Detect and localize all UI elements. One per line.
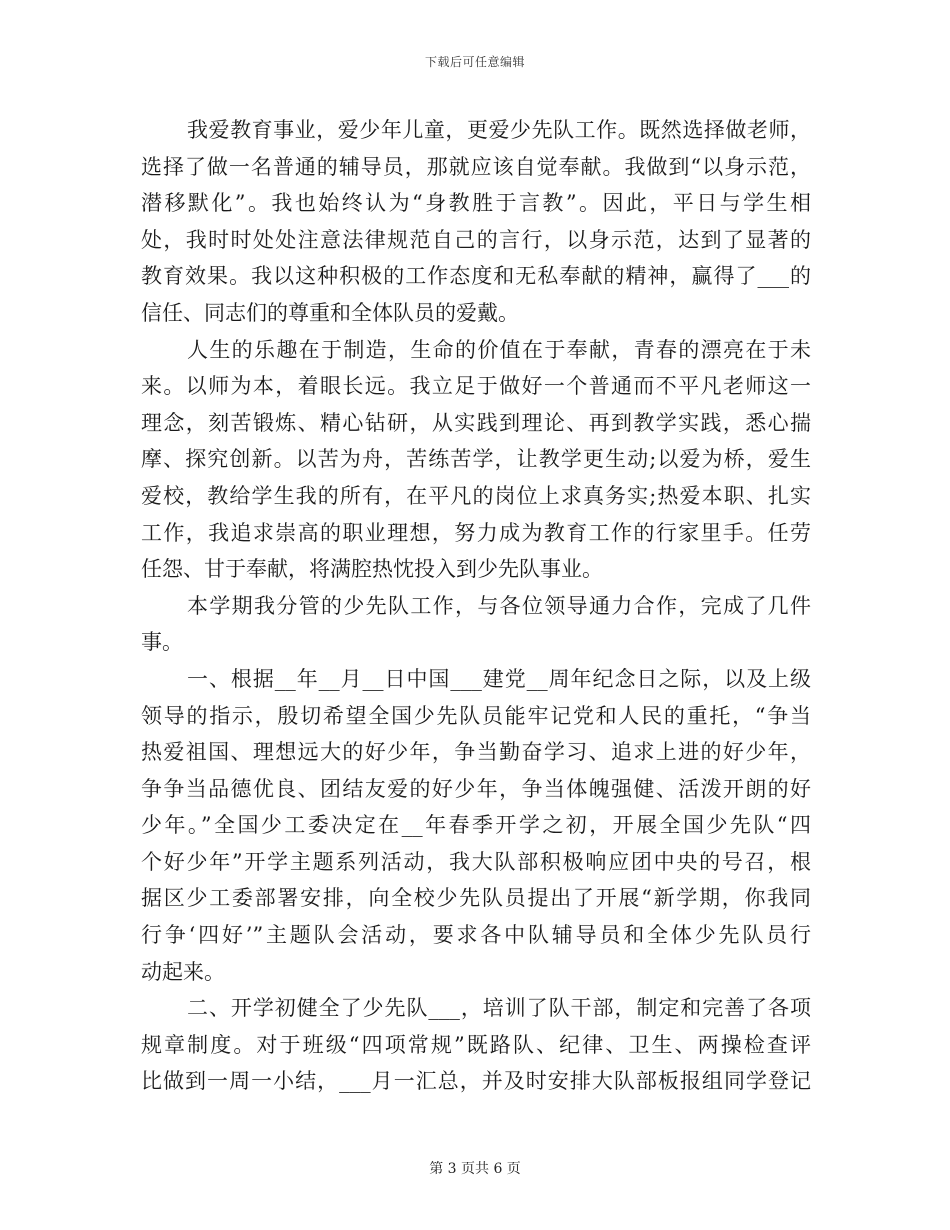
text-line: 潜移默化”。我也始终认为“身教胜于言教”。因此，平日与学生相 (141, 191, 811, 216)
text-line: 摩、探究创新。以苦为舟，苦练苦学，让教学更生动;以爱为桥，爱生 (141, 447, 811, 472)
text-line: 教育效果。我以这种积极的工作态度和无私奉献的精神，赢得了___的 (141, 264, 811, 289)
text-line: 热爱祖国、理想远大的好少年，争当勤奋学习、追求上进的好少年， (141, 740, 811, 765)
paragraph (141, 661, 811, 990)
text-line: 比做到一周一小结，___月一汇总，并及时安排大队部板报组同学登记 (141, 1069, 811, 1094)
text-line: 处，我时时处处注意法律规范自己的言行，以身示范，达到了显著的 (141, 227, 811, 252)
text-line: 信任、同志们的尊重和全体队员的爱戴。 (141, 300, 519, 325)
text-line: 规章制度。对于班级“四项常规”既路队、纪律、卫生、两操检查评 (141, 1032, 811, 1057)
text-line: 本学期我分管的少先队工作，与各位领导通力合作，完成了几件 (187, 593, 811, 618)
text-line: 来。以师为本，着眼长远。我立足于做好一个普通而不平凡老师这一 (141, 374, 811, 399)
paragraph (141, 112, 811, 332)
text-line: 据区少工委部署安排，向全校少先队员提出了开展“新学期，你我同 (141, 886, 811, 911)
text-line: 动起来。 (141, 959, 225, 984)
text-line: 爱校，教给学生我的所有，在平凡的岗位上求真务实;热爱本职、扎实 (141, 483, 811, 508)
text-line: 我爱教育事业，爱少年儿童，更爱少先队工作。既然选择做老师， (187, 118, 811, 142)
document-body (141, 112, 811, 1100)
page-number: 第 3 页共 6 页 (429, 1161, 521, 1177)
text-line: 行争‘四好’”主题队会活动，要求各中队辅导员和全体少先队员行 (141, 923, 811, 948)
text-line: 任怨、甘于奉献，将满腔热忱投入到少先队事业。 (141, 557, 603, 582)
text-line: 人生的乐趣在于制造，生命的价值在于奉献，青春的漂亮在于未 (187, 337, 811, 362)
text-line: 领导的指示，殷切希望全国少先队员能牢记党和人民的重托，“争当 (141, 703, 811, 728)
text-line: 个好少年”开学主题系列活动，我大队部积极响应团中央的号召，根 (141, 849, 811, 874)
paragraph (141, 990, 811, 1100)
text-line: 少年。”全国少工委决定在__年春季开学之初，开展全国少先队“四 (141, 813, 811, 838)
page-header: 下载后可任意编辑 (424, 55, 525, 69)
paragraph (141, 332, 811, 588)
text-line: 争争当品德优良、团结友爱的好少年，争当体魄强健、活泼开朗的好 (141, 776, 811, 801)
text-line: 二、开学初健全了少先队___，培训了队干部，制定和完善了各项 (187, 996, 811, 1021)
text-line: 事。 (141, 630, 183, 655)
text-line: 工作，我追求崇高的职业理想，努力成为教育工作的行家里手。任劳 (141, 520, 811, 545)
text-line: 一、根据__年__月__日中国___建党__周年纪念日之际，以及上级 (187, 666, 811, 691)
text-line: 理念，刻苦锻炼、精心钻研，从实践到理论、再到教学实践，悉心揣 (141, 410, 811, 435)
text-line: 选择了做一名普通的辅导员，那就应该自觉奉献。我做到“以身示范， (141, 154, 811, 179)
paragraph (141, 588, 811, 661)
